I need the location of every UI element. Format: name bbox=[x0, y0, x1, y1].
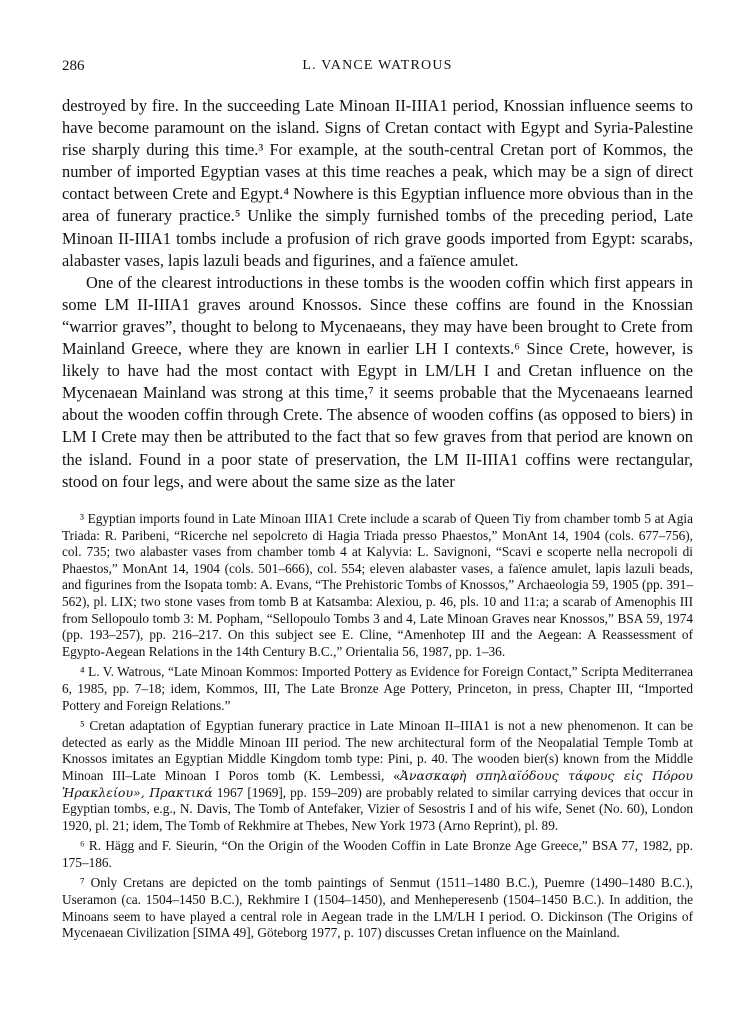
footnote-4: ⁴ L. V. Watrous, “Late Minoan Kommos: Imported Pottery as Evidence for Foreign Contact,” Scripta Mediterranea 6, 1985, pp. 7–18; idem, Kommos, III, The Late Bronze Age Pottery, Princeton, in press, Chapter III, “Imported Pottery and Foreign Relations.” bbox=[62, 664, 693, 713]
footnote-3: ³ Egyptian imports found in Late Minoan IIIA1 Crete include a scarab of Queen Tiy from chamber tomb 5 at Agia Triada: R. Paribeni, “Ricerche nel sepolcreto di Hagia Triada presso Phaestos,” MonAnt 14, 1904 (cols. 677–756), col. 735; two alabaster vases from chamber tomb 4 at Kalyvia: L. Savignoni, “Scavi e scoperte nella necropoli di Phaestos,” MonAnt 14, 1904 (cols. 501–666), col. 554; eleven alabaster vases, a faïence amulet, lapis lazuli beads, and figurines from the Isopata tomb: A. Evans, “The Prehistoric Tombs of Knossos,” Archaeologia 59, 1905 (pp. 391–562), pl. LIX; two stone vases from tomb B at Katsamba: Alexiou, p. 46, pls. 10 and 11:a; a scarab of Amenophis III from Sellopoulo tomb 3: M. Popham, “Sellopoulo Tombs 3 and 4, Late Minoan Graves near Knossos,” BSA 59, 1974 (pp. 193–257), pp. 216–217. On this subject see E. Cline, “Amenhotep III and the Aegean: A Reassessment of Egypto-Aegean Relations in the 14th Century B.C.,” Orientalia 56, 1987, pp. 1–36. bbox=[62, 511, 693, 659]
footnote-5-text-b: 1967 [1969], pp. 159–209) are probably related to similar carrying devices that occur in Egyptian tombs, e.g., N. Davis, The Tomb of Antefaker, Vizier of Sesostris I and of his wife, Senet (No. 60), London 1920, pl. 21; idem, The Tomb of Rekhmire at Thebes, New York 1973 (Arno Reprint), pl. 89. bbox=[62, 784, 694, 833]
footnote-5 bbox=[62, 718, 693, 834]
running-title: L. VANCE WATROUS bbox=[302, 58, 453, 73]
running-header bbox=[62, 58, 693, 78]
paragraph-1: destroyed by fire. In the succeeding Late Minoan II-IIIA1 period, Knossian influence seems to have become paramount on the island. Signs of Cretan contact with Egypt and Syria-Palestine rise sharply during this time.³ For example, at the south-central Cretan port of Kommos, the number of imported Egyptian vases at this time reaches a peak, which may be a sign of direct contact between Crete and Egypt.⁴ Nowhere is this Egyptian influence more obvious than in the area of funerary practice.⁵ Unlike the simply furnished tombs of the preceding period, Late Minoan II-IIIA1 tombs include a profusion of rich grave goods imported from Egypt: scarabs, alabaster vases, lapis lazuli beads and figurines, and a faïence amulet. bbox=[62, 96, 693, 270]
footnote-5-greek: Ἀνασκαφὴ σπηλαϊόδους τάφους εἰς Πόρου Ἡρακλείου», Πρακτικά bbox=[62, 767, 693, 800]
page-number: 286 bbox=[62, 58, 85, 74]
footnote-7: ⁷ Only Cretans are depicted on the tomb paintings of Senmut (1511–1480 B.C.), Puemre (1490–1480 B.C.), Useramon (ca. 1504–1450 B.C.), Rekhmire I (1504–1450), and Menheperesenb (1504–1450 B.C.). In addition, the Minoans seem to have played a central role in Aegean trade in the LM/LH I period. O. Dickinson (The Origins of Mycenaean Civilization [SIMA 49], Göteborg 1977, p. 107) discusses Cretan influence on the Mainland. bbox=[62, 875, 693, 941]
paragraph-2: One of the clearest introductions in these tombs is the wooden coffin which first appears in some LM II-IIIA1 graves around Knossos. Since these coffins are found in the Knossian “warrior graves”, thought to belong to Mycenaeans, they may have been brought to Crete from Mainland Greece, where they are known in earlier LH I contexts.⁶ Since Crete, however, is likely to have had the most contact with Egypt in LM/LH I and Cretan influence on the Mycenaean Mainland was strong at this time,⁷ it seems probable that the Mycenaeans learned about the wooden coffin through Crete. The absence of wooden coffins (as opposed to biers) in LM I Crete may then be attributed to the fact that so few graves from that period are known on the island. Found in a poor state of preservation, the LM II-IIIA1 coffins were rectangular, stood on four legs, and were about the same size as the later bbox=[62, 272, 693, 491]
footnotes bbox=[62, 511, 693, 946]
footnote-6: ⁶ R. Hägg and F. Sieurin, “On the Origin of the Wooden Coffin in Late Bronze Age Greece,” BSA 77, 1982, pp. 175–186. bbox=[62, 838, 693, 870]
main-text bbox=[62, 95, 693, 493]
footnote-5-text-a: ⁵ Cretan adaptation of Egyptian funerary practice in Late Minoan II–IIIA1 is not a new phenomenon. It can be detected as early as the Middle Minoan III period. The new architectural form of the Neopalatial Temple Tomb at Knossos imitates an Egyptian Middle Kingdom tomb type: Pini, p. 40. The wooden bier(s) known from the Middle Minoan III–Late Minoan I Poros tomb (K. Lembessi, « bbox=[62, 718, 693, 783]
